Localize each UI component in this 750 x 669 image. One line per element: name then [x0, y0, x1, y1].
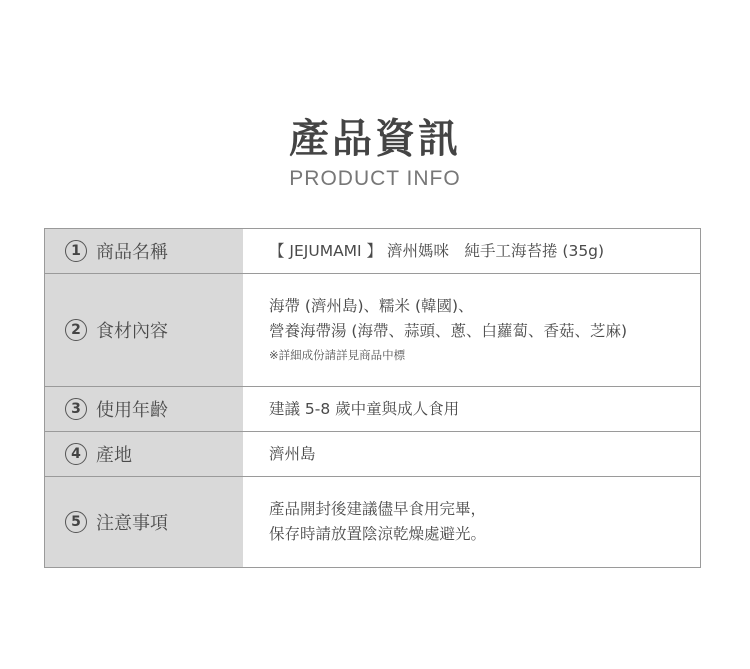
value-cell	[243, 477, 700, 567]
label-cell	[45, 387, 243, 431]
page-title: 產品資訊	[289, 116, 461, 162]
table-row-product-name	[45, 229, 700, 274]
ingredients-line-1: 海帶 (濟州島)、糯米 (韓國)、	[269, 297, 474, 315]
circled-number-five-icon: 5	[65, 511, 87, 533]
notes-line-2: 保存時請放置陰涼乾燥處避光。	[269, 525, 487, 543]
table-row-origin	[45, 432, 700, 477]
label-cell	[45, 432, 243, 476]
table-row-ingredients	[45, 274, 700, 387]
row-label: 食材內容	[96, 321, 168, 342]
label-cell	[45, 274, 243, 386]
row-label: 商品名稱	[96, 242, 168, 263]
label-cell	[45, 477, 243, 567]
row-label: 產地	[96, 445, 132, 466]
notes-line-1: 產品開封後建議儘早食用完畢，	[269, 500, 487, 518]
ingredients-note: ※詳細成份請詳見商品中標	[269, 348, 406, 362]
circled-number-two-icon: 2	[65, 319, 87, 341]
table-row-notes	[45, 477, 700, 568]
circled-number-three-icon: 3	[65, 398, 87, 420]
product-info-table	[44, 228, 701, 568]
row-label: 使用年齡	[96, 400, 168, 421]
page-subtitle: PRODUCT INFO	[289, 167, 461, 190]
label-cell	[45, 229, 243, 273]
origin-value: 濟州島	[269, 444, 316, 463]
ingredients-line-2: 營養海帶湯 (海帶、蒜頭、蔥、白蘿蔔、香菇、芝麻)	[269, 322, 628, 340]
table-row-age	[45, 387, 700, 432]
value-cell	[243, 229, 700, 273]
age-value: 建議 5-8 歲中童與成人食用	[269, 399, 460, 418]
value-cell	[243, 387, 700, 431]
value-cell	[243, 432, 700, 476]
product-name-value: 【 JEJUMAMI 】 濟州媽咪 純手工海苔捲 (35g)	[269, 241, 605, 260]
row-label: 注意事項	[96, 513, 168, 534]
circled-number-four-icon: 4	[65, 443, 87, 465]
circled-number-one-icon: 1	[65, 240, 87, 262]
value-cell	[243, 274, 700, 386]
